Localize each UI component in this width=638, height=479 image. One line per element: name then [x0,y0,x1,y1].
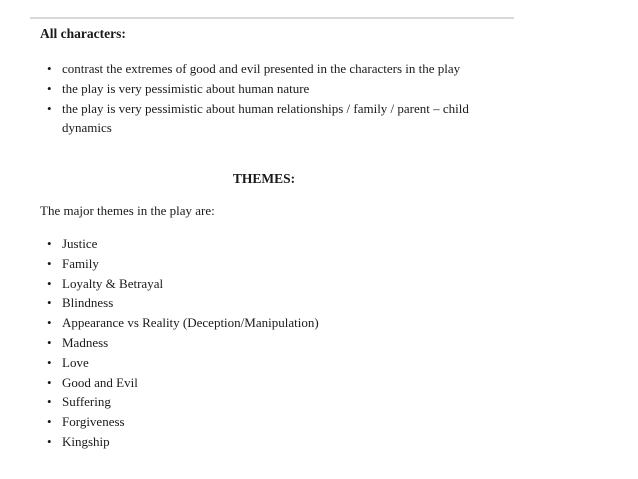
bullet-icon: • [47,414,52,430]
themes-heading: THEMES: [232,171,296,186]
list-item [40,432,440,452]
bullet-icon: • [47,275,52,291]
list-item-text: Blindness [62,295,114,311]
list-item [40,99,480,139]
list-item-text: Appearance vs Reality (Deception/Manipulation) [62,315,319,331]
list-item-text: Madness [62,334,109,350]
list-item [40,353,440,373]
themes-list [40,234,440,452]
list-item [40,79,480,99]
list-item-text: Forgiveness [62,414,125,430]
bullet-icon: • [47,236,52,251]
bullet-icon: • [47,100,52,116]
list-item-text: Kingship [62,433,110,449]
list-item [40,313,440,333]
list-item [40,274,440,294]
bullet-icon: • [47,374,52,390]
bullet-icon: • [47,295,52,311]
list-item-text: Loyalty & Betrayal [62,275,164,291]
list-item-text: contrast the extremes of good and evil presented in the characters in the play [62,61,461,76]
list-item [40,392,440,412]
bullet-icon: • [47,61,52,76]
characters-list [40,59,480,138]
list-item [40,412,440,432]
list-item [40,59,480,79]
bullet-icon: • [47,354,52,370]
top-divider [30,17,514,19]
list-item [40,333,440,353]
list-item-text: Suffering [62,394,111,410]
bullet-icon: • [47,255,52,271]
list-item-text: the play is very pessimistic about human nature [62,80,310,96]
list-item-text: the play is very pessimistic about human relationships / family / parent – child dynamics [62,100,469,136]
bullet-icon: • [47,315,52,331]
bullet-icon: • [47,394,52,410]
list-item-text: Family [62,255,99,271]
characters-heading: All characters: [40,26,126,41]
list-item-text: Love [62,354,89,370]
bullet-icon: • [47,80,52,96]
bullet-icon: • [47,433,52,449]
list-item [40,293,440,313]
list-item-text: Justice [62,236,98,251]
list-item [40,373,440,393]
list-item [40,234,440,254]
list-item [40,254,440,274]
bullet-icon: • [47,334,52,350]
list-item-text: Good and Evil [62,374,138,390]
themes-intro: The major themes in the play are: [40,203,215,218]
